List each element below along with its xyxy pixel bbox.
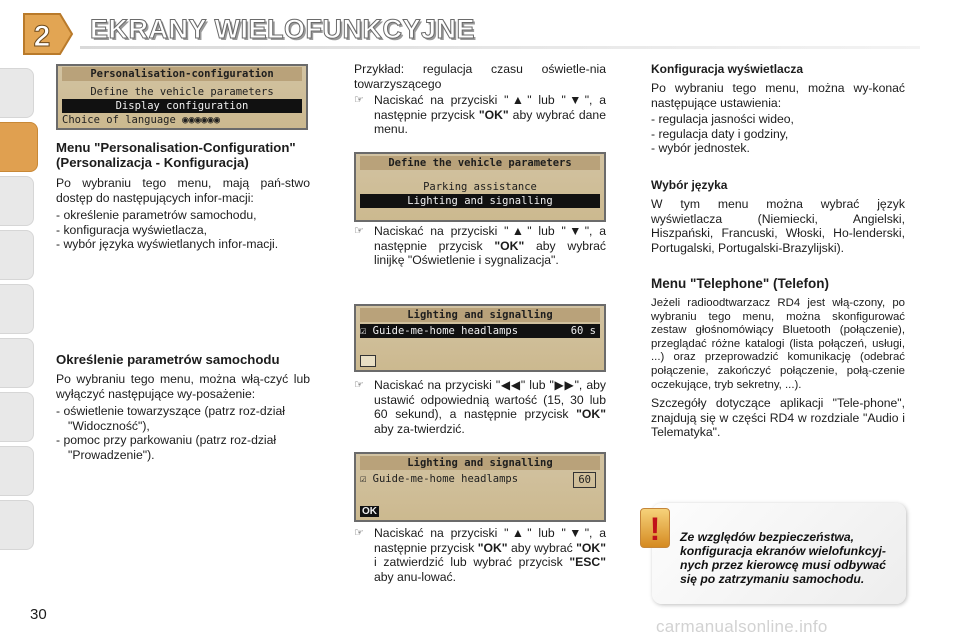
lcd-ok-key-icon xyxy=(360,355,376,367)
lcd-screen-lighting xyxy=(354,304,606,372)
list-item: - pomoc przy parkowaniu (patrz roz-dział "Prowadzenie"). xyxy=(56,433,277,462)
section-heading: Menu "Personalisation-Configuration" (Personalizacja - Konfiguracja) xyxy=(56,140,296,170)
section-para: Szczegóły dotyczące aplikacji "Tele-phone", znajdują się w części RD4 w rozdziale "Audio i Telematyka". xyxy=(651,396,905,439)
lcd-value: 60 xyxy=(573,472,596,488)
list-item: - konfiguracja wyświetlacza, xyxy=(56,222,208,237)
side-tab[interactable] xyxy=(0,176,34,226)
pointing-hand-icon: ☞ xyxy=(354,379,364,391)
section-personalisation xyxy=(56,140,310,252)
step-1: ☞ Naciskać na przyciski "▲" lub "▼", a następnie przycisk "OK" aby wybrać dane menu. xyxy=(354,93,606,137)
pointing-hand-icon: ☞ xyxy=(354,225,364,237)
step-4: ☞ Naciskać na przyciski "▲" lub "▼", a następnie przycisk "OK" aby wybrać "OK" i zatwierdzić lub wybrać przycisk "ESC" aby anu-lować. xyxy=(354,526,606,584)
warning-icon: ! xyxy=(640,508,670,548)
section-heading: Konfiguracja wyświetlacza xyxy=(651,62,804,76)
lcd-screen-personalisation xyxy=(56,64,308,130)
watermark: carmanualsonline.info xyxy=(656,617,828,636)
checkbox-icon: ☑ xyxy=(360,325,373,337)
lcd-row: Parking assistance xyxy=(423,181,537,193)
lcd-value: 60 s xyxy=(570,325,596,337)
section-para: Po wybraniu tego menu, mają pań-stwo dostęp do następujących infor-macji: xyxy=(56,176,310,205)
section-para: Po wybraniu tego menu, można włą-czyć lub wyłączyć następujące wy-posażenie: xyxy=(56,372,310,401)
side-tab[interactable] xyxy=(0,230,34,280)
col2-intro-block xyxy=(354,62,606,137)
side-tab[interactable] xyxy=(0,68,34,118)
checkbox-icon: ☑ xyxy=(360,473,373,485)
section-para: W tym menu można wybrać język wyświetlacza (Niemiecki, Angielski, Hiszpański, Francuski, Włoski, Ho-lenderski, Portugalski, Portugalski-Brazylijski). xyxy=(651,197,905,255)
side-tab-active[interactable] xyxy=(0,122,38,172)
lcd-row-selected: Lighting and signalling xyxy=(360,194,600,208)
lcd-screen-vehicle-params xyxy=(354,152,606,222)
pointing-hand-icon: ☞ xyxy=(354,527,364,539)
pointing-hand-icon: ☞ xyxy=(354,94,364,107)
list-item: - wybór jednostek. xyxy=(651,141,750,156)
example-intro: Przykład: regulacja czasu oświetle-nia towarzyszącego xyxy=(354,62,606,91)
section-language xyxy=(651,178,905,255)
side-tab[interactable] xyxy=(0,500,34,550)
lcd-screen-confirm xyxy=(354,452,606,522)
list-item: - regulacja jasności wideo, xyxy=(651,112,794,127)
step-2: ☞ Naciskać na przyciski "▲" lub "▼", a następnie przycisk "OK" aby wybrać linijkę "Oświetlenie i sygnalizacja". xyxy=(354,224,606,268)
lcd-title: Lighting and signalling xyxy=(360,308,600,322)
page-title: EKRANY WIELOFUNKCYJNE xyxy=(90,14,476,44)
side-tab[interactable] xyxy=(0,284,34,334)
lcd-ok-button: OK xyxy=(362,506,377,517)
section-heading: Określenie parametrów samochodu xyxy=(56,352,280,367)
lcd-title: Define the vehicle parameters xyxy=(360,156,600,170)
section-para: Jeżeli radioodtwarzacz RD4 jest włą-czony, po wybraniu tego menu, można skonfigurować zestaw głośnomówiący Bluetooth (połączenie), przeglądać różne katalogi (lista połączeń, usługi, ...) oraz przeprowadzić komunikację (odebrać połączenie, zakończyć połączenie, połą-czenie oczekujące, tryb sekretny, ...). xyxy=(651,297,905,391)
section-para: Po wybraniu tego menu, można wy-konać następujące ustawienia: xyxy=(651,81,905,110)
flag-icons: ◉◉◉◉◉◉ xyxy=(182,114,221,126)
list-item: - oświetlenie towarzyszące (patrz roz-dział "Widoczność"), xyxy=(56,404,285,433)
side-tab[interactable] xyxy=(0,392,34,442)
section-heading: Menu "Telephone" (Telefon) xyxy=(651,276,830,291)
section-display-config xyxy=(651,62,905,156)
chapter-number: 2 xyxy=(33,20,51,53)
chapter-badge xyxy=(18,12,74,56)
page-number: 30 xyxy=(30,606,47,623)
side-tab[interactable] xyxy=(0,446,34,496)
lcd-row: Choice of language ◉◉◉◉◉◉ xyxy=(62,114,221,126)
lcd-row: Define the vehicle parameters xyxy=(90,86,274,98)
lcd-row-selected: Display configuration xyxy=(62,99,302,113)
list-item: - regulacja daty i godziny, xyxy=(651,126,789,141)
lcd-title: Lighting and signalling xyxy=(360,456,600,470)
side-tab[interactable] xyxy=(0,338,34,388)
list-item: - określenie parametrów samochodu, xyxy=(56,208,257,223)
header-underline xyxy=(80,46,920,49)
lcd-row-selected: ☑ Guide-me-home headlamps 60 s xyxy=(360,324,600,338)
list-item: - wybór języka wyświetlanych infor-macji. xyxy=(56,237,279,252)
warning-text: Ze względów bezpieczeństwa, konfiguracja ekranów wielofunkcyj-nych przez kierowcę musi odbywać się po zatrzymaniu samochodu. xyxy=(680,530,886,586)
section-vehicle-params xyxy=(56,352,310,463)
lcd-row: ☑ Guide-me-home headlamps 60 xyxy=(360,472,600,486)
section-telephone xyxy=(651,276,905,439)
section-heading: Wybór języka xyxy=(651,178,728,192)
step-3: ☞ Naciskać na przyciski "◀◀" lub "▶▶", aby ustawić odpowiednią wartość (15, 30 lub 60 sekund), a następnie przycisk "OK" aby za-twierdzić. xyxy=(354,378,606,436)
lcd-title: Personalisation-configuration xyxy=(62,67,302,81)
